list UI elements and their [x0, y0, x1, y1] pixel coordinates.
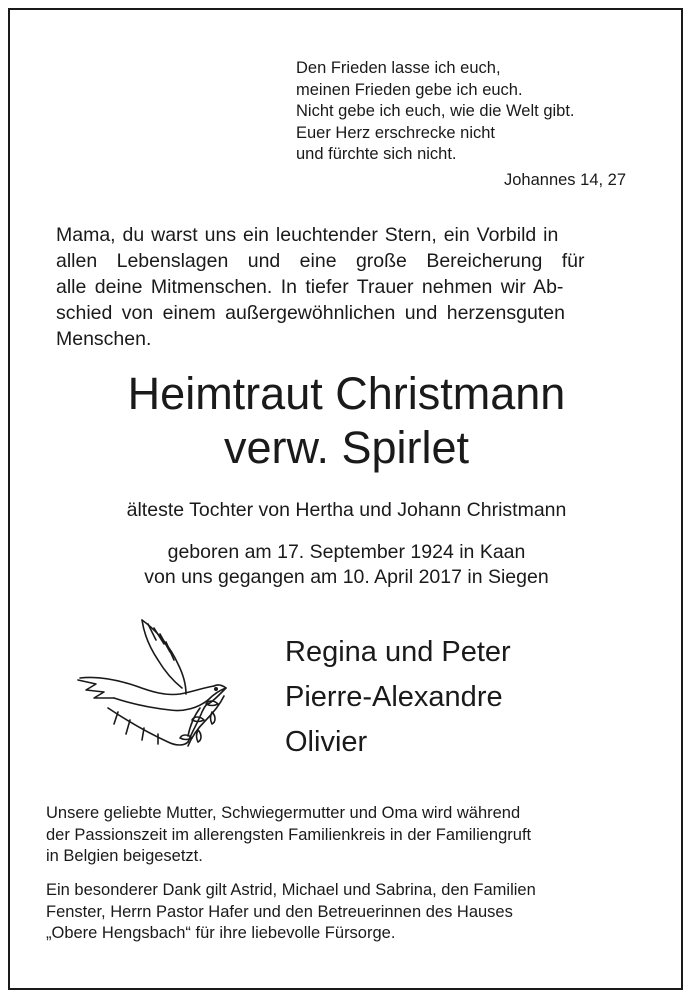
mourner-name: Regina und Peter	[285, 636, 511, 668]
parentage-line: älteste Tochter von Hertha und Johann Christmann	[126, 499, 567, 521]
mourners-list	[285, 630, 511, 765]
quote-line: Euer Herz erschrecke nicht	[296, 123, 495, 142]
bible-quote	[296, 58, 636, 189]
burial-notice	[46, 803, 656, 868]
mourner-name: Olivier	[285, 726, 368, 758]
thanks-line: Fenster, Herrn Pastor Hafer und den Betreuerinnen des Hauses	[46, 902, 513, 921]
intro-line: Menschen.	[56, 328, 152, 350]
thanks-line: Ein besonderer Dank gilt Astrid, Michael und Sabrina, den Familien	[46, 881, 536, 899]
birth-line: geboren am 17. September 1924 in Kaan	[167, 541, 526, 563]
thanks-notice	[46, 880, 656, 945]
mourner-name: Pierre-Alexandre	[285, 681, 503, 713]
intro-paragraph	[56, 222, 656, 352]
dove-with-olive-branch-icon	[74, 612, 234, 752]
burial-line: Unsere geliebte Mutter, Schwiegermutter und Oma wird während	[46, 804, 521, 822]
quote-source: Johannes 14, 27	[504, 171, 627, 189]
deceased-former-name: verw. Spirlet	[223, 422, 470, 473]
burial-line: in Belgien beigesetzt.	[46, 847, 203, 865]
deceased-name: Heimtraut Christmann	[127, 368, 566, 419]
intro-line: schied von einem außergewöhnlichen und herzensguten	[56, 302, 565, 324]
quote-line: und fürchte sich nicht.	[296, 145, 457, 163]
intro-line: Mama, du warst uns ein leuchtender Stern, ein Vorbild in	[56, 224, 559, 246]
intro-line: alle deine Mitmenschen. In tiefer Trauer nehmen wir Ab-	[56, 276, 564, 298]
burial-line: der Passionszeit im allerengsten Familienkreis in der Familiengruft	[46, 825, 532, 844]
quote-line: Den Frieden lasse ich euch,	[296, 59, 501, 77]
death-line: von uns gegangen am 10. April 2017 in Siegen	[144, 566, 549, 588]
quote-line: Nicht gebe ich euch, wie die Welt gibt.	[296, 102, 575, 120]
thanks-line: „Obere Hengsbach“ für ihre liebevolle Fürsorge.	[46, 924, 396, 942]
intro-line: allen Lebenslagen und eine große Bereicherung für	[56, 250, 585, 272]
quote-line: meinen Frieden gebe ich euch.	[296, 80, 523, 99]
